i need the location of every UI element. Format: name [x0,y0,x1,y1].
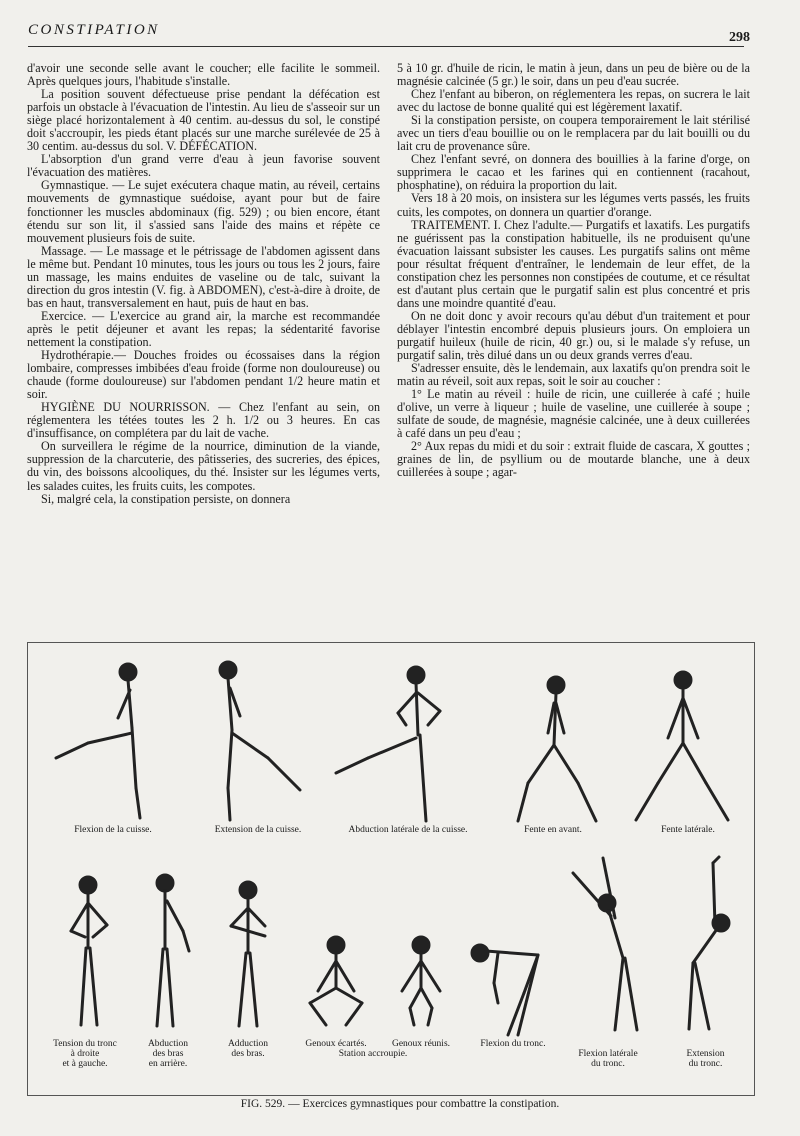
paragraph: L'absorption d'un grand verre d'eau à jeun favorise souvent l'évacuation des matières. [27,152,380,180]
figure-trunk-tension [53,873,123,1033]
figure-lateral-trunk-flexion [563,848,653,1038]
paragraph: Chez l'enfant sevré, on donnera des bouillies à la farine d'orge, on supprimera le cacao et les farines qui en contiennent (racahout, phosphatine), on réduira la proportion du lait. [397,152,750,193]
paragraph: HYGIÈNE DU NOURRISSON. — Chez l'enfant au sein, on réglementera les tétées toutes les 2 h. 1/2 ou 3 heures. En cas d'insuffisance, on complétera par du lait de vache. [27,400,380,441]
paragraph: Exercice. — L'exercice au grand air, la marche est recommandée après le petit déjeuner et avant les repas; la sédentarité favorise nettement la constipation. [27,308,380,349]
figure-arm-abduction [133,871,203,1033]
figure-thigh-flexion [48,658,168,828]
figure-label: Extension de la cuisse. [214,825,302,835]
paragraph: Si, malgré cela, la constipation persiste, on donnera [41,491,291,506]
figure-forward-lunge [498,673,608,828]
figure-label: Fente latérale. [661,825,715,835]
exercise-figure [27,642,755,1096]
figure-thigh-extension [188,658,318,828]
paragraph: Gymnastique. — Le sujet exécutera chaque matin, au réveil, certains mouvements de gymnastique suédoise, ayant pour but de faire fonctionner les muscles abdominaux (fig. 529) ; ou bien encore, étant étendu sur son lit, il s'assied sans l'aide des mains et répète ce mouvement plusieurs fois de suite. [27,178,380,245]
figure-trunk-flexion [468,933,558,1043]
figure-thigh-abduction [328,663,478,828]
header-rule [28,46,744,47]
paragraph: Hydrothérapie.— Douches froides ou écossaises dans la région lombaire, compresses imbibées d'eau froide (forme non douloureuse) ou chaude (forme douloureuse) sur l'abdomen pendant 1/2 heure matin et soir. [27,348,380,402]
paragraph: 1° Le matin au réveil : huile de ricin, une cuillerée à café ; huile d'olive, un verre à liqueur ; huile de vaseline, une cuillerée à soupe ; sulfate de soude, de magnésie, magnésie calcinée, une à deux cuillerées à café dans un peu d'eau ; [397,387,750,441]
page-number: 298 [729,30,750,45]
figure-label: Fente en avant. [524,825,582,835]
paragraph: Chez l'enfant au biberon, on réglementera les repas, on sucrera le lait avec du lactose de bonne qualité qui est légèrement laxatif. [397,87,750,115]
figure-label: Abduction des bras en arrière. [147,1039,189,1069]
figure-label: Extension du tronc. [686,1049,725,1069]
figure-label: Adduction des bras. [227,1039,269,1059]
figure-label: Station accroupie. [338,1049,408,1059]
right-column [397,62,750,480]
paragraph: 2° Aux repas du midi et du soir : extrait fluide de cascara, X gouttes ; graines de lin, de psyllium ou de moutarde blanche, une à deux cuillerées à soupe ; agar- [397,439,750,480]
figure-label: Genoux réunis. [391,1039,451,1049]
paragraph: On surveillera le régime de la nourrice, diminution de la viande, suppression de la charcuterie, des pâtisseries, des sucreries, des épices, du vin, des boissons alcooliques, du thé. Insister sur les légumes verts, les salades cuites, les fruits cuits, les compotes. [27,439,380,493]
caption-label: FIG. 529. [240,1098,286,1110]
paragraph: Vers 18 à 20 mois, on insistera sur les légumes verts passés, les fruits cuits, les compotes, on donnera un quartier d'orange. [397,191,750,219]
caption-text: — Exercices gymnastiques pour combattre la constipation. [288,1098,560,1110]
paragraph: d'avoir une seconde selle avant le coucher; elle facilite le sommeil. Après quelques jours, l'habitude s'installe. [27,61,380,89]
page-header [28,18,750,44]
paragraph: On ne doit donc y avoir recours qu'au début d'un traitement et pour déblayer l'intestin encombré depuis plusieurs jours. On emploiera un purgatif huileux (huile de ricin, 40 gr.) ou, si le malade s'y refuse, un purgatif salin, très dilué dans un ou deux grands verres d'eau. [397,308,750,363]
paragraph: TRAITEMENT. I. Chez l'adulte.— Purgatifs et laxatifs. Les purgatifs ne guérissent pas la constipation habituelle, ils ne produisent qu'une évacuation laissant subsister les causes. Les purgatifs salins ont même pour résultat fréquent d'entraîner, le lendemain de leur effet, de la constipation chez les personnes non constipées de coutume, et ce résultat est d'autant plus certain que le purgatif salin est plus concentré et pris dans une moindre quantité d'eau. [397,217,750,310]
figure-knees-apart [296,933,376,1033]
figure-trunk-extension [663,853,743,1038]
figure-knees-together [386,933,456,1033]
figure-label: Tension du tronc à droite et à gauche. [53,1039,117,1069]
figure-caption [0,1098,800,1110]
paragraph: S'adresser ensuite, dès le lendemain, aux laxatifs qu'on prendra soit le matin au réveil, soit aux repas, soit le soir au coucher : [397,361,750,389]
paragraph: La position souvent défectueuse prise pendant la défécation est parfois un obstacle à l'évacuation de l'intestin. Au lieu de s'asseoir sur un siège placé horizontalement à 40 centim. au-dessus du sol, le constipé doit s'accroupir, les pieds étant placés sur une marche surélevée de 25 à 30 centim. au-dessus du sol. V. DÉFÉCATION. [27,87,380,154]
figure-arm-adduction [213,878,283,1033]
figure-label: Flexion de la cuisse. [74,825,152,835]
paragraph: Si la constipation persiste, on coupera temporairement le lait stérilisé avec un tiers d'eau bouillie ou on le remplacera par du lait bouilli ou du lait cru de provenance sûre. [397,113,750,154]
running-title: CONSTIPATION [28,22,160,38]
figure-side-lunge [628,668,738,828]
figure-label: Genoux écartés. [305,1039,367,1049]
figure-label: Flexion du tronc. [480,1039,546,1049]
figure-label: Flexion latérale du tronc. [578,1049,638,1069]
figure-label: Abduction latérale de la cuisse. [348,825,468,835]
paragraph: 5 à 10 gr. d'huile de ricin, le matin à jeun, dans un peu de bière ou de la magnésie calcinée (5 gr.) le soir, dans un peu d'eau sucrée. [397,61,750,89]
paragraph: Massage. — Le massage et le pétrissage de l'abdomen agissent dans le même but. Pendant 10 minutes, tous les jours ou tous les 2 jours, faire un massage, les mains enduites de vaseline ou de talc, suivant la direction du gros intestin (V. fig. à ABDOMEN), c'est-à-dire à droite, de bas en haut, transversalement en haut, puis de haut en bas. [27,243,380,310]
left-column [27,62,380,506]
